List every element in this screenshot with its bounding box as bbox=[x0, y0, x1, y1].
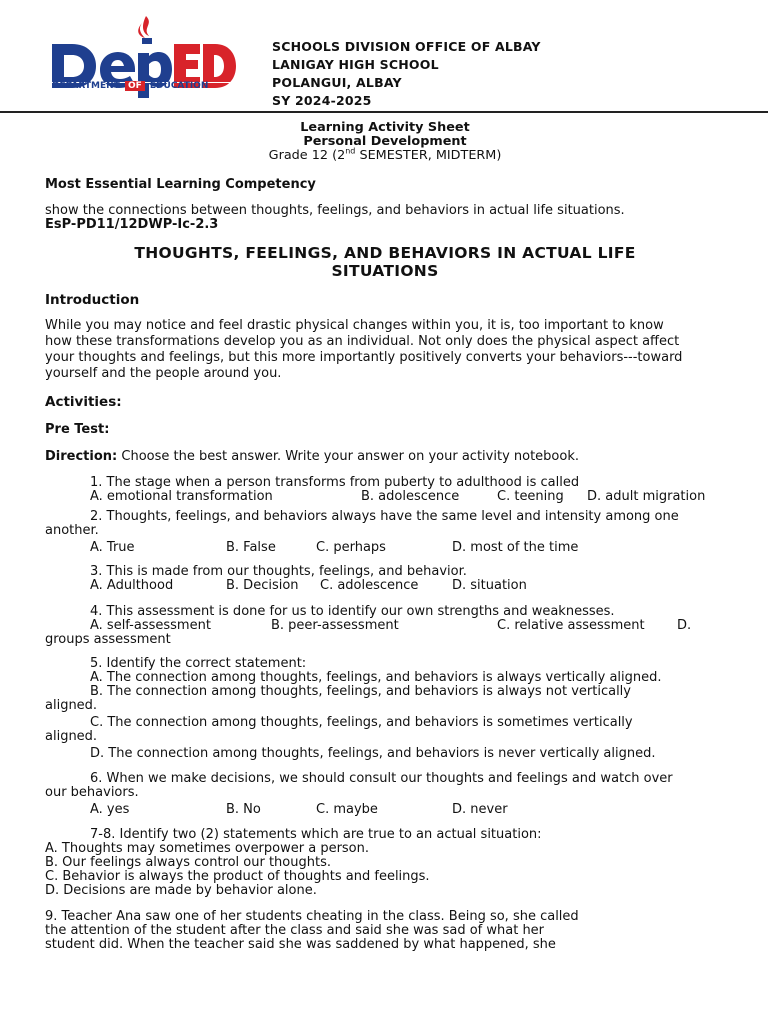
options-row bbox=[45, 579, 725, 593]
sheet-title: Learning Activity Sheet bbox=[300, 120, 470, 135]
worksheet-body bbox=[45, 121, 725, 952]
question-text: 1. The stage when a person transforms from puberty to adulthood is called bbox=[90, 475, 580, 490]
option-b-cont: aligned. bbox=[45, 698, 98, 713]
option-d: D. Decisions are made by behavior alone. bbox=[45, 883, 317, 898]
question-4 bbox=[45, 605, 725, 647]
option-c-cont: aligned. bbox=[45, 729, 98, 744]
melc-text: show the connections between thoughts, feelings, and behaviors in actual life situations. bbox=[45, 203, 625, 218]
options-row bbox=[45, 803, 725, 817]
logo-sub-department: DEPARTMENT bbox=[52, 81, 120, 91]
intro-line: While you may notice and feel drastic physical changes within you, it is, too important to know bbox=[45, 318, 664, 333]
melc-code: EsP-PD11/12DWP-Ic-2.3 bbox=[45, 217, 219, 232]
options-row bbox=[45, 490, 725, 504]
school-location: POLANGUI, ALBAY bbox=[272, 75, 402, 90]
school-division: SCHOOLS DIVISION OFFICE OF ALBAY bbox=[272, 39, 541, 54]
question-text: 4. This assessment is done for us to identify our own strengths and weaknesses. bbox=[90, 604, 615, 619]
option-b: B. No bbox=[226, 802, 261, 817]
option-a: A. True bbox=[90, 540, 135, 555]
option-d: D. bbox=[677, 618, 692, 633]
option-c: C. The connection among thoughts, feelings, and behaviors is sometimes vertically bbox=[90, 715, 633, 730]
logo-subtitle bbox=[52, 81, 208, 91]
option-c: C. maybe bbox=[316, 802, 378, 817]
topic-title-line1: THOUGHTS, FEELINGS, AND BEHAVIORS IN ACTUAL LIFE bbox=[134, 244, 636, 262]
introduction-text bbox=[45, 318, 725, 382]
option-b: B. The connection among thoughts, feelings, and behaviors is always not vertically bbox=[90, 684, 631, 699]
melc-heading: Most Essential Learning Competency bbox=[45, 177, 316, 192]
question-text: the attention of the student after the class and said she was sad of what her bbox=[45, 923, 545, 938]
options-row bbox=[45, 541, 725, 555]
question-5 bbox=[45, 657, 725, 761]
question-text: student did. When the teacher said she was saddened by what happened, she bbox=[45, 937, 556, 952]
option-a: A. The connection among thoughts, feelings, and behaviors is always vertically aligned. bbox=[90, 670, 662, 685]
question-2 bbox=[45, 510, 725, 555]
option-c: C. teening bbox=[497, 489, 564, 504]
option-c: C. Behavior is always the product of thoughts and feelings. bbox=[45, 869, 430, 884]
option-a: A. Adulthood bbox=[90, 578, 174, 593]
direction-label: Direction: bbox=[45, 449, 118, 464]
grade-text-post: SEMESTER, MIDTERM) bbox=[355, 148, 502, 163]
topic-title bbox=[45, 244, 725, 280]
intro-line: yourself and the people around you. bbox=[45, 366, 282, 381]
option-b: B. Our feelings always control our thoughts. bbox=[45, 855, 331, 870]
option-b: B. peer-assessment bbox=[271, 618, 399, 633]
grade-line bbox=[45, 146, 725, 163]
header-divider bbox=[0, 111, 768, 113]
question-text: 2. Thoughts, feelings, and behaviors always have the same level and intensity among one bbox=[90, 509, 679, 524]
option-d-cont: groups assessment bbox=[45, 632, 171, 647]
direction-line bbox=[45, 449, 725, 465]
question-text: 5. Identify the correct statement: bbox=[90, 656, 307, 671]
subject-title: Personal Development bbox=[303, 134, 467, 149]
school-name: LANIGAY HIGH SCHOOL bbox=[272, 57, 439, 72]
option-c: C. perhaps bbox=[316, 540, 386, 555]
page-header bbox=[0, 0, 768, 120]
activities-heading: Activities: bbox=[45, 394, 122, 410]
grade-text: Grade 12 (2 bbox=[268, 148, 346, 163]
option-b: B. False bbox=[226, 540, 276, 555]
intro-line: your thoughts and feelings, but this more importantly positively converts your behaviors---toward bbox=[45, 350, 683, 365]
option-a: A. Thoughts may sometimes overpower a person. bbox=[45, 841, 370, 856]
school-year: SY 2024-2025 bbox=[272, 93, 372, 108]
intro-line: how these transformations develop you as an individual. Not only does the physical aspect affect bbox=[45, 334, 680, 349]
option-a: A. yes bbox=[90, 802, 130, 817]
logo-sub-of: OF bbox=[125, 81, 145, 91]
grade-sup: nd bbox=[345, 146, 356, 156]
option-d: D. The connection among thoughts, feelings, and behaviors is never vertically aligned. bbox=[90, 746, 656, 761]
question-7-8 bbox=[45, 828, 725, 898]
school-info bbox=[272, 38, 541, 110]
topic-title-line2: SITUATIONS bbox=[331, 262, 439, 280]
option-a: A. emotional transformation bbox=[90, 489, 273, 504]
option-a: A. self-assessment bbox=[90, 618, 211, 633]
introduction-heading: Introduction bbox=[45, 292, 140, 308]
question-9 bbox=[45, 910, 725, 952]
pretest-heading: Pre Test: bbox=[45, 422, 110, 437]
question-text: 9. Teacher Ana saw one of her students cheating in the class. Being so, she called bbox=[45, 909, 579, 924]
option-b: B. adolescence bbox=[361, 489, 460, 504]
question-text: 3. This is made from our thoughts, feelings, and behavior. bbox=[90, 564, 467, 579]
logo-sub-education: EDUCATION bbox=[149, 81, 209, 91]
question-6 bbox=[45, 772, 725, 817]
options-row bbox=[45, 619, 725, 633]
question-1 bbox=[45, 476, 725, 504]
option-d: D. most of the time bbox=[452, 540, 579, 555]
option-c: C. relative assessment bbox=[497, 618, 645, 633]
option-c: C. adolescence bbox=[320, 578, 419, 593]
question-text-cont: our behaviors. bbox=[45, 785, 139, 800]
question-text-cont: another. bbox=[45, 523, 99, 538]
option-d: D. never bbox=[452, 802, 508, 817]
question-text: 6. When we make decisions, we should consult our thoughts and feelings and watch over bbox=[90, 771, 673, 786]
question-text: 7-8. Identify two (2) statements which are true to an actual situation: bbox=[90, 827, 542, 842]
direction-text: Choose the best answer. Write your answer on your activity notebook. bbox=[117, 449, 580, 464]
option-d: D. adult migration bbox=[587, 489, 706, 504]
option-b: B. Decision bbox=[226, 578, 299, 593]
question-3 bbox=[45, 565, 725, 593]
option-d: D. situation bbox=[452, 578, 527, 593]
